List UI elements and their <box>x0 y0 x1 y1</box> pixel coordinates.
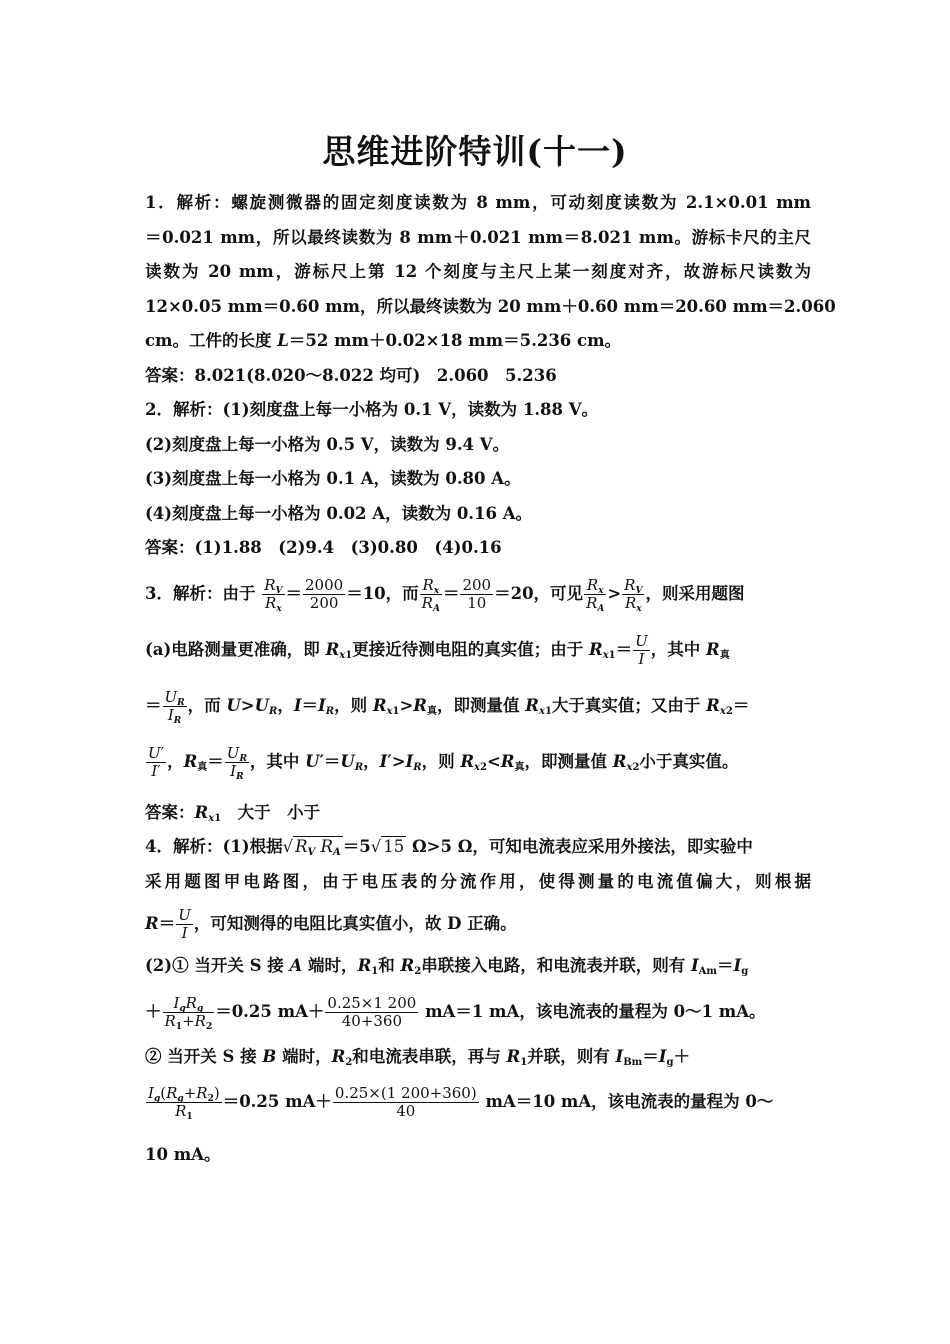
q4-line-6: ② 当开关 S 接 B 端时，$R_2$和电流表串联，再与 $R_1$并联，则有 $I_{Bm}=I_g+$ <box>145 1046 690 1068</box>
q1-line-4: 12×0.05 mm＝0.60 mm，所以最终读数为 20 mm＋0.60 mm＝20.60 mm＝2.060 <box>145 296 836 316</box>
fraction-igrg-r1r2: $\frac{I_gR_g}{R_1+R_2}$ <box>164 993 213 1032</box>
q3-line-4: $\frac{U'}{I'}$ ，$R_真=$ $\frac{U_R}{I_R}$ ，其中 $U'=U_R$，$I'>I_R$，则 $R_{x2}<R_真$，即测量值 $R_{x2}$小于真实值。 <box>148 743 739 782</box>
q3-line-3: ＝ $\frac{U_R}{I_R}$ ，而 $U>U_R$，$I=I_R$，则 $R_{x1}>R_真$，即测量值 $R_{x1}$大于真实值；又由于 $R_{x2}=$ <box>145 687 750 726</box>
q2-line-2: (2)刻度盘上每一小格为 0.5 V，读数为 9.4 V。 <box>145 434 510 454</box>
q4-line-3: R＝ $\frac{U}{I}$ ，可知测得的电阻比真实值小，故 D 正确。 <box>145 906 517 942</box>
fraction-numeric-2: $\frac{0.25\times(1 200+360)}{40}$ <box>334 1084 477 1120</box>
solution-body <box>145 186 836 1180</box>
q1-line-1: 1．解析：螺旋测微器的固定刻度读数为 8 mm，可动刻度读数为 2.1×0.01 mm <box>145 193 811 212</box>
radical-rv-ra: √ $R_V$ $R_A$ <box>282 837 341 858</box>
q2-line-4: (4)刻度盘上每一小格为 0.02 A，读数为 0.16 A。 <box>145 503 533 523</box>
page-title: 思维进阶特训(十一) <box>322 132 628 171</box>
q1-answer: 答案：8.021(8.020～8.022 均可) 2.060 5.236 <box>145 365 557 385</box>
fraction-rx-ra: $\frac{R_x}{R_A}$ <box>421 575 440 614</box>
q1-line-3: 读数为 20 mm，游标尺上第 12 个刻度与主尺上某一刻度对齐，故游标尺读数为 <box>145 262 811 281</box>
fraction-u-i: $\frac{U}{I}$ <box>635 631 648 668</box>
q2-line-3: (3)刻度盘上每一小格为 0.1 A，读数为 0.80 A。 <box>145 469 521 488</box>
fraction-ur-ir: $\frac{U_R}{I_R}$ <box>164 687 185 726</box>
fraction-2000-200: $\frac{2000}{200}$ <box>305 575 344 612</box>
q4-line-4: (2)① 当开关 S 接 A 端时，$R_1$和 $R_2$串联接入电路，和电流表并联，则有 $I_{Am}=I_g$ <box>145 956 749 977</box>
fraction-200-10: $\frac{200}{10}$ <box>462 575 492 612</box>
q4-line-7: $\frac{I_g(R_g+R_2)}{R_1}$ ＝0.25 mA＋ $\frac{0.25\times(1 200+360)}{40}$ mA＝10 mA，该电流表的量程为 0～ <box>148 1084 774 1122</box>
radical-15: √ 15 <box>370 837 405 856</box>
fraction-ig-rg-r2-r1: $\frac{I_g(R_g+R_2)}{R_1}$ <box>148 1084 220 1122</box>
q3-line-1: 3．解析：由于 $\frac{R_V}{R_x}$ ＝ $\frac{2000}{200}$ ＝10，而 $\frac{R_x}{R_A}$ ＝ $\frac{200}{10}$ ＝20，可见 $\frac{R_x}{R_A}$ > $\frac{R_V}{R_x}$ ，则采用题图 <box>145 575 745 614</box>
q2-line-1: 2．解析：(1)刻度盘上每一小格为 0.1 V，读数为 1.88 V。 <box>145 400 599 419</box>
q4-line-5: ＋ $\frac{I_gR_g}{R_1+R_2}$ ＝0.25 mA＋ $\frac{0.25\times 1 200}{40+360}$ mA＝1 mA，该电流表的量程为 0～1 mA。 <box>145 993 766 1032</box>
fraction-u-prime-i-prime: $\frac{U'}{I'}$ <box>148 743 165 780</box>
q3-line-2: (a)电路测量更准确，即 $R_{x1}$更接近待测电阻的真实值；由于 $R_{x1}=$ $\frac{U}{I}$ ，其中 $R_真$ <box>145 631 730 668</box>
q3-answer: 答案：$R_{x1}$ 大于 小于 <box>145 802 321 824</box>
q1-line-2: ＝0.021 mm，所以最终读数为 8 mm＋0.021 mm＝8.021 mm。游标卡尺的主尺 <box>145 227 811 247</box>
q1-line-5: cm。工件的长度 L＝52 mm＋0.02×18 mm＝5.236 cm。 <box>145 331 622 350</box>
q4-line-1: 4．解析：(1)根据√ $R_V$ $R_A =5√$ 15 Ω>5 Ω，可知电流表应采用外接法，即实验中 <box>145 830 811 865</box>
fraction-numeric-1: $\frac{0.25\times 1 200}{40+360}$ <box>327 993 417 1030</box>
q4-line-2: 采用题图甲电路图，由于电压表的分流作用，使得测量的电流值偏大，则根据 <box>145 871 811 891</box>
q4-line-8: 10 mA。 <box>145 1145 221 1164</box>
fraction-rv-rx: $\frac{R_V}{R_x}$ <box>264 575 283 614</box>
q2-answer: 答案：(1)1.88 (2)9.4 (3)0.80 (4)0.16 <box>145 538 502 557</box>
